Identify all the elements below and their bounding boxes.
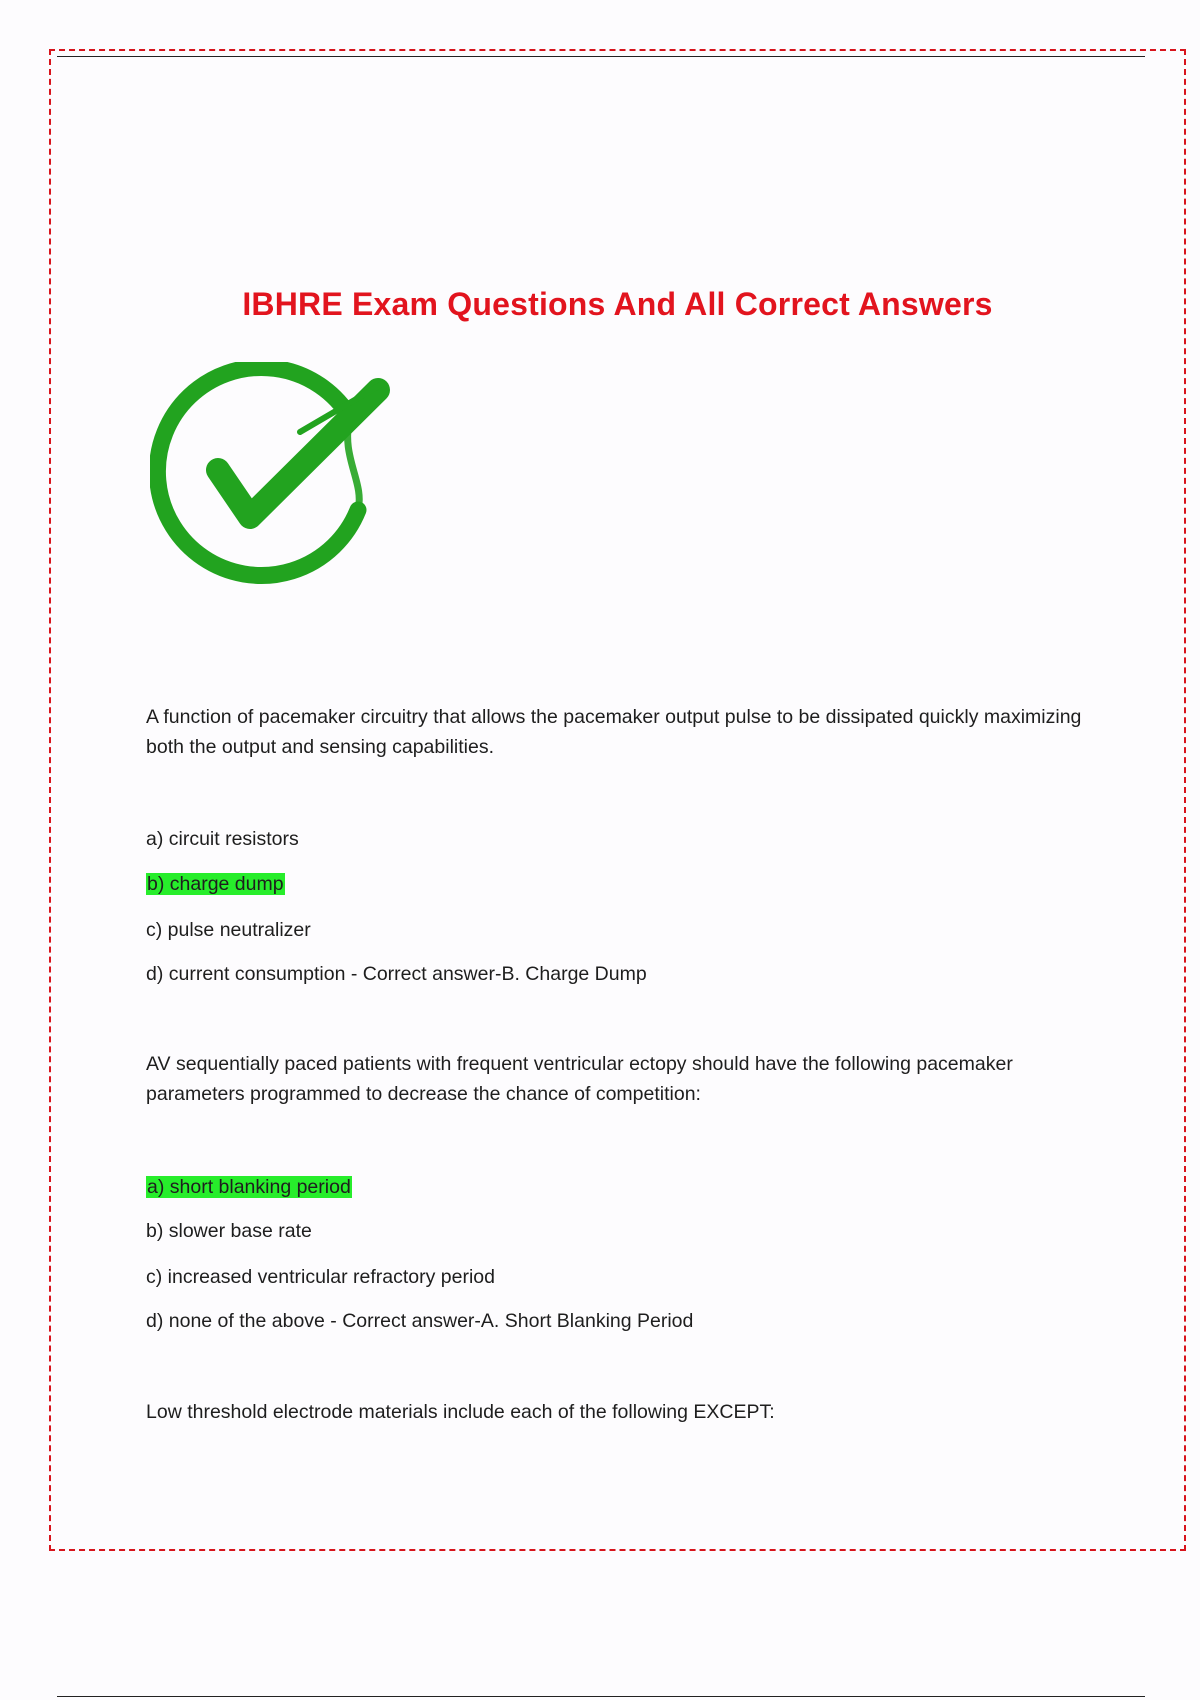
question-2-text: AV sequentially paced patients with frequent ventricular ectopy should have the following pacemaker parameters programmed to decrease the chance of competition: [146, 1053, 1013, 1105]
question-2-option-b: b) slower base rate [146, 1220, 312, 1242]
question-1-option-b [146, 871, 285, 897]
question-2-option-a [146, 1174, 352, 1200]
question-1-option-d: d) current consumption - Correct answer-B. Charge Dump [146, 963, 647, 985]
answer-highlight: b) charge dump [147, 873, 284, 895]
question-2-option-c: c) increased ventricular refractory period [146, 1266, 495, 1288]
check-circle-icon [150, 362, 390, 590]
question-2-option-d: d) none of the above - Correct answer-A. Short Blanking Period [146, 1310, 694, 1332]
document-title: IBHRE Exam Questions And All Correct Answers [242, 286, 993, 322]
footer-rule [57, 1696, 1145, 1697]
answer-highlight: a) short blanking period [147, 1176, 351, 1198]
question-1-option-a: a) circuit resistors [146, 828, 299, 850]
header-rule [57, 56, 1145, 57]
question-1-text: A function of pacemaker circuitry that allows the pacemaker output pulse to be dissipated quickly maximizing both the output and sensing capabilities. [146, 706, 1082, 758]
question-1-option-c: c) pulse neutralizer [146, 919, 311, 941]
question-3-text: Low threshold electrode materials include each of the following EXCEPT: [146, 1401, 775, 1423]
